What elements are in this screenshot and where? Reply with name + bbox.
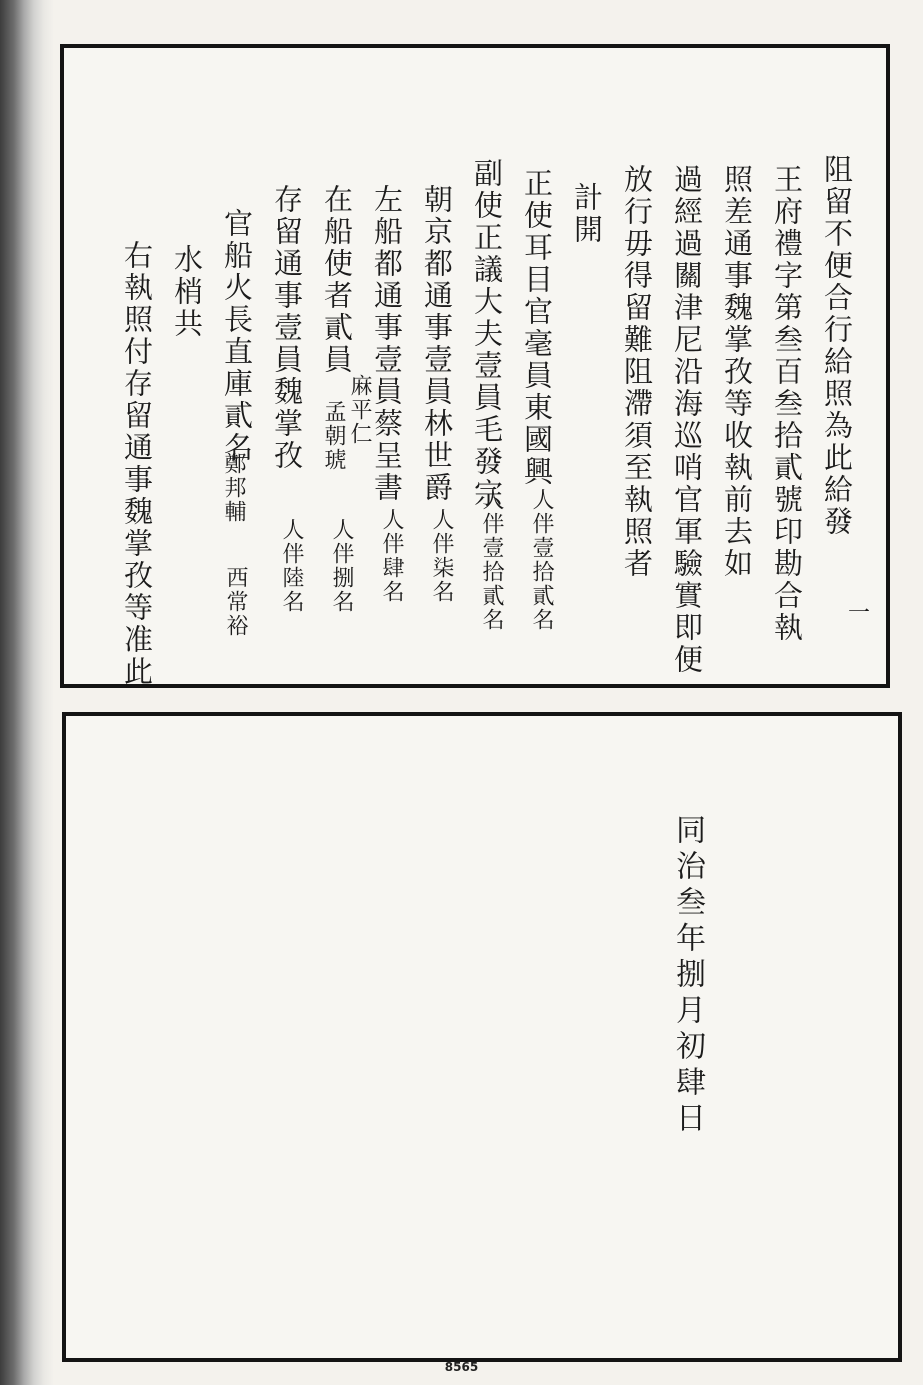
annotation-attendants-1: 人伴壹拾貳名 bbox=[529, 488, 554, 632]
text-column-8: 副使正議大夫壹員毛發宗 bbox=[470, 158, 504, 510]
text-column-3: 照差通事魏掌孜等收執前去如 bbox=[720, 164, 754, 580]
annotation-attendants-2: 人伴壹拾貳名 bbox=[479, 488, 504, 632]
text-column-9: 朝京都通事壹員林世爵 bbox=[420, 184, 454, 504]
text-column-11: 在船使者貳員 bbox=[320, 184, 354, 376]
annotation-name-2: 孟朝琥 bbox=[321, 400, 346, 472]
text-column-15: 右執照付存留通事魏掌孜等准此 bbox=[120, 240, 154, 688]
corner-mark: 一 bbox=[848, 601, 871, 626]
upper-document-page bbox=[60, 44, 890, 688]
annotation-name-4: 西常裕 bbox=[223, 566, 248, 638]
text-column-10: 左船都通事壹員蔡呈書 bbox=[370, 184, 404, 504]
page-number: 8565 bbox=[444, 1360, 479, 1374]
text-column-14: 水梢共 bbox=[170, 244, 204, 340]
annotation-name-1: 麻平仁 bbox=[347, 374, 372, 446]
text-column-1: 阻留不便合行給照為此給發 bbox=[820, 154, 854, 538]
text-column-heading: 計開 bbox=[570, 182, 604, 246]
date-line: 同治叁年捌月初肆日 bbox=[670, 814, 705, 1138]
text-column-7: 正使耳目官毫員東國興 bbox=[520, 168, 554, 488]
text-column-5: 放行毋得留難阻滯須至執照者 bbox=[620, 164, 654, 580]
annotation-attendants-3: 人伴柒名 bbox=[429, 508, 454, 604]
text-column-2: 王府禮字第叁百叁拾貳號印勘合執 bbox=[770, 164, 804, 644]
annotation-attendants-6: 人伴陸名 bbox=[279, 518, 304, 614]
text-column-4: 過經過關津尼沿海巡哨官軍驗實即便 bbox=[670, 164, 704, 676]
binding-edge bbox=[0, 0, 54, 1385]
text-column-13: 官船火長直庫貳名 bbox=[220, 208, 254, 464]
annotation-attendants-5: 人伴捌名 bbox=[329, 518, 354, 614]
annotation-attendants-4: 人伴肆名 bbox=[379, 508, 404, 604]
text-column-12: 存留通事壹員魏掌孜 bbox=[270, 184, 304, 472]
lower-document-page bbox=[62, 712, 902, 1362]
annotation-name-3: 鄭邦輔 bbox=[221, 452, 246, 524]
